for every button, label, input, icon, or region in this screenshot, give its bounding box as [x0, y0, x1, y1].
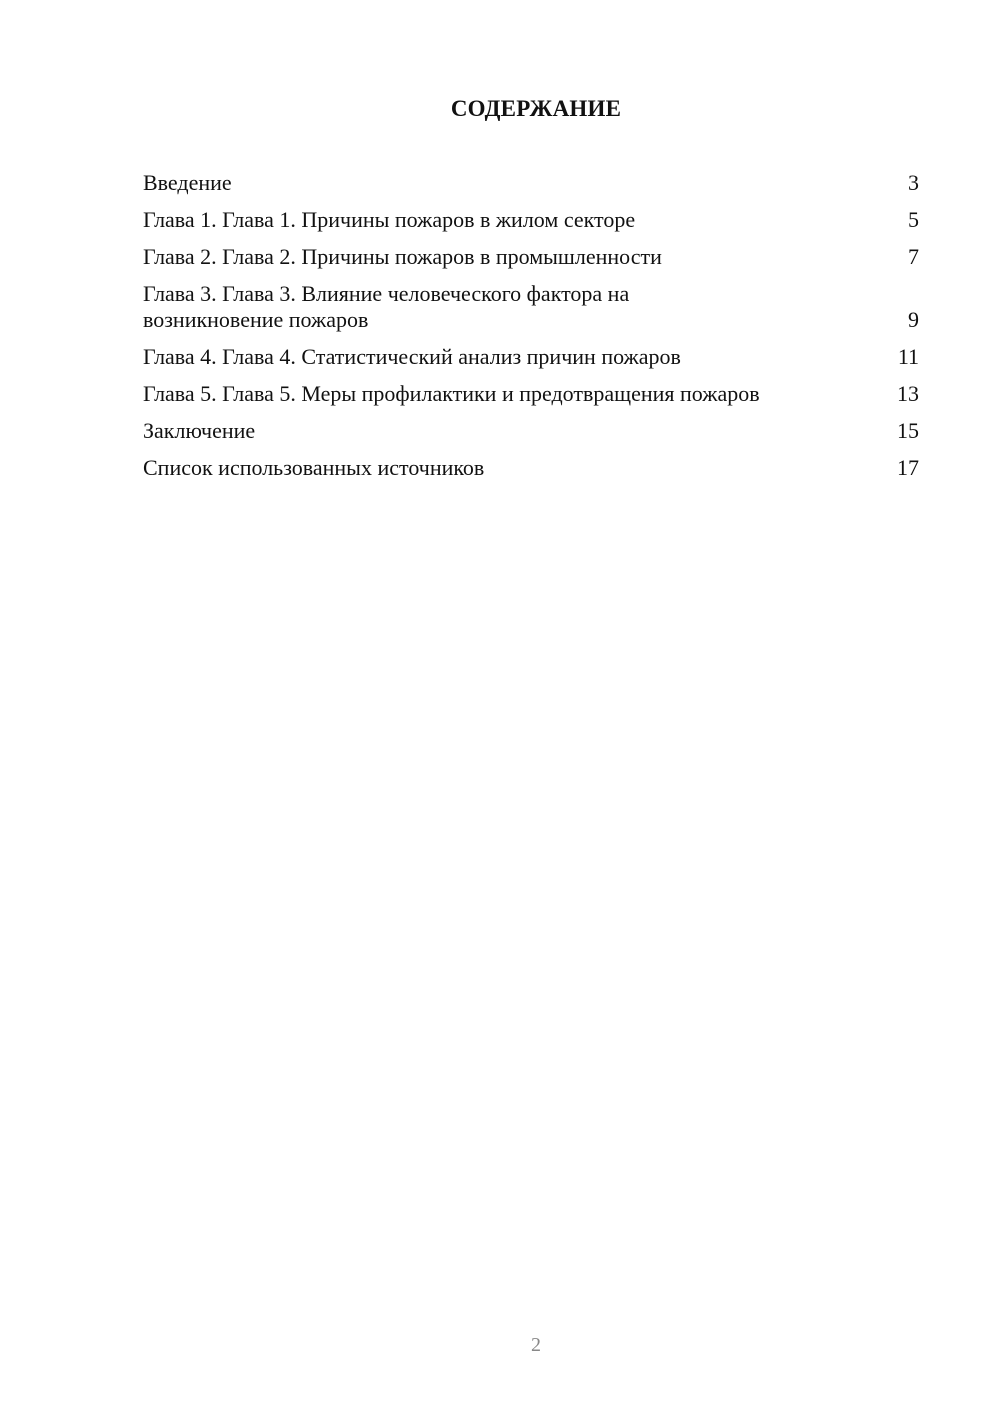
toc-entry-text: Список использованных источников — [143, 455, 485, 480]
toc-entry-page: 15 — [897, 418, 919, 443]
toc-entry-introduction — [143, 170, 919, 196]
toc-entry-page: 3 — [908, 170, 919, 195]
toc-entry-text: Заключение — [143, 418, 256, 443]
toc-entry-chapter-5 — [143, 381, 919, 407]
toc-entry-page: 5 — [908, 207, 919, 232]
toc-entry-page: 17 — [897, 455, 919, 480]
toc-entry-chapter-1 — [143, 207, 919, 233]
toc-entry-text: Глава 3. Глава 3. Влияние человеческого фактора на возникновение пожаров — [143, 281, 630, 332]
toc-entry-text: Глава 4. Глава 4. Статистический анализ причин пожаров — [143, 344, 681, 369]
toc-entry-chapter-3 — [143, 281, 919, 333]
toc-entry-chapter-2 — [143, 244, 919, 270]
toc-entry-references — [143, 455, 919, 481]
toc-entry-chapter-4 — [143, 344, 919, 370]
toc-entry-conclusion — [143, 418, 919, 444]
toc-entry-page: 9 — [908, 307, 919, 332]
toc-entry-page: 13 — [897, 381, 919, 406]
toc-entry-text: Глава 1. Глава 1. Причины пожаров в жилом секторе — [143, 207, 636, 232]
page-number: 2 — [531, 1334, 541, 1356]
table-of-contents — [143, 170, 919, 492]
toc-entry-text: Введение — [143, 170, 232, 195]
toc-entry-page: 11 — [897, 344, 919, 369]
toc-title: СОДЕРЖАНИЕ — [450, 96, 622, 121]
toc-entry-text: Глава 2. Глава 2. Причины пожаров в промышленности — [143, 244, 662, 269]
toc-entry-text: Глава 5. Глава 5. Меры профилактики и предотвращения пожаров — [143, 381, 760, 406]
toc-entry-page: 7 — [908, 244, 919, 269]
